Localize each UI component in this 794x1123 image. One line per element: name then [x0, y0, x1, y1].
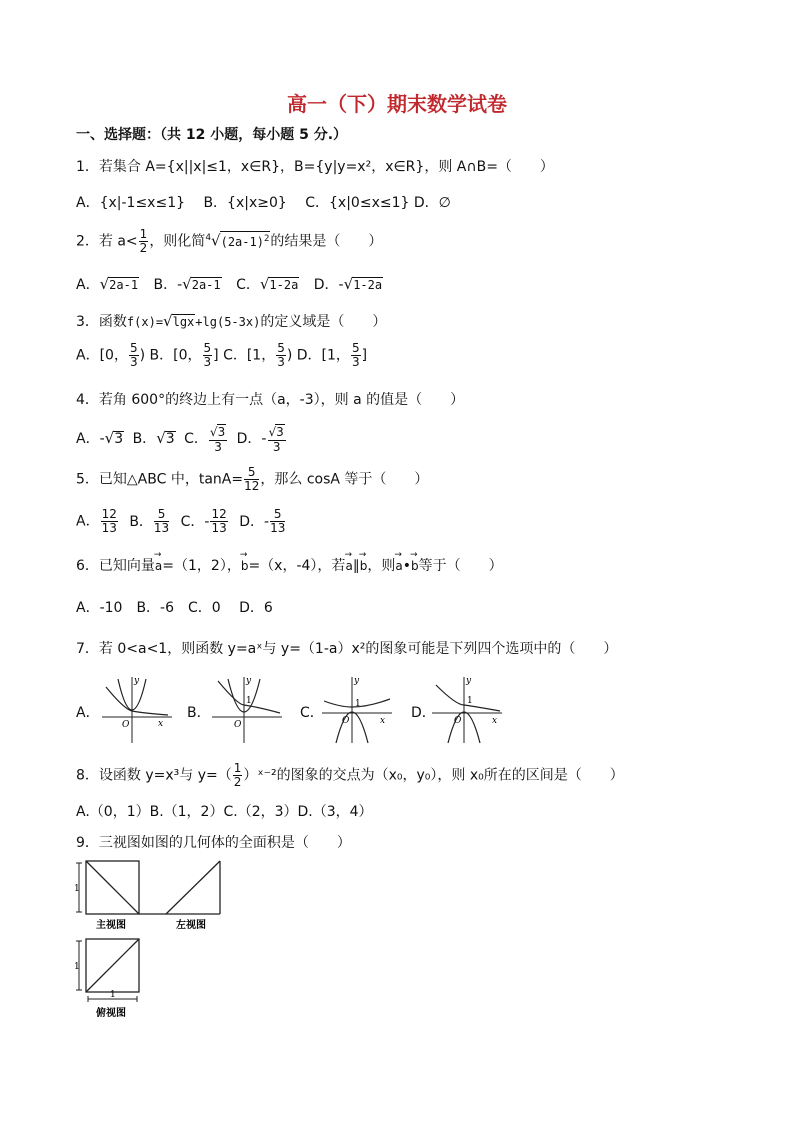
q3-close-a: ) — [139, 347, 146, 364]
front-view-diagonal — [86, 861, 139, 914]
q9-three-view — [70, 855, 230, 1023]
q6-vec-b: → b — [241, 559, 249, 573]
q6-stem-pre: 6．已知向量 — [76, 558, 155, 574]
q6-options: A．-10 B．-6 C．0 D．6 — [76, 600, 273, 616]
q2-root-index: 4 — [205, 232, 212, 243]
y-label: y — [134, 676, 140, 686]
q3-close-c: ) — [286, 347, 293, 364]
q5-opt-b-label: B． — [129, 513, 153, 530]
q3-frac-b — [203, 342, 213, 369]
q6-vec-a3: → a — [395, 559, 402, 573]
q4-opt-c-label: C． — [184, 431, 208, 447]
q6-vec-b3: → b — [411, 559, 419, 573]
q2-opt-c: 1-2a — [269, 278, 299, 292]
q2-frac-den: 2 — [139, 241, 148, 255]
q3-stem-pre: 3．函数 — [76, 314, 127, 330]
q2-opt-b: 2a-1 — [191, 278, 221, 292]
radical-icon: √ — [211, 231, 221, 250]
top-view-label: 俯视图 — [96, 1008, 126, 1019]
q5-frac-num: 5 — [244, 466, 259, 480]
radical-icon: √ — [343, 275, 354, 293]
q7-label-c: C． — [300, 705, 324, 721]
page-title: 高一（下）期末数学试卷 — [287, 92, 507, 116]
q5-opt-a-num: 12 — [101, 507, 117, 521]
q3-frac-c-den: 3 — [277, 355, 285, 369]
q2-opt-c-label: C． — [236, 277, 260, 293]
q6-stem-post: 等于（ ） — [418, 558, 503, 574]
q4-opt-b-label: B． — [132, 431, 157, 447]
q2-opt-d: 1-2a — [353, 278, 383, 292]
q4-opt-d-label: D．- — [236, 431, 267, 447]
q5-opt-d-num: 5 — [270, 508, 285, 522]
q1-options: A．{x|-1≤x≤1} B．{x|x≥0} C．{x|0≤x≤1} D．∅ — [76, 195, 451, 211]
q3-frac-c-num: 5 — [277, 341, 285, 355]
q3-opt-a: A．[0， — [76, 347, 128, 364]
q7-graph-b — [208, 673, 286, 745]
q7-graph-c — [318, 673, 396, 745]
x-label: x — [492, 716, 498, 726]
radical-icon: √ — [259, 275, 270, 293]
q5-opt-c-den: 13 — [211, 521, 227, 535]
q3-frac-d-num: 5 — [351, 341, 360, 355]
q7-label-a: A． — [76, 705, 100, 721]
q8-stem — [76, 762, 624, 789]
q3-close-d: ] — [361, 347, 368, 364]
q6-vec-a: → a — [155, 559, 162, 573]
q8-frac-num: 1 — [233, 761, 242, 775]
side-view-label: 左视图 — [176, 920, 206, 931]
q3-frac-d-den: 3 — [351, 355, 360, 369]
q5-opt-c-num: 12 — [211, 507, 227, 521]
q3-frac-b-den: 3 — [203, 355, 212, 369]
q4-frac-c-num: √3 — [209, 425, 226, 439]
top-dim-label-h: 1 — [110, 990, 116, 1000]
q5-opt-b-num: 5 — [154, 508, 169, 522]
q4-opt-a-radicand: 3 — [114, 431, 124, 447]
q4-opt-b-radicand: 3 — [165, 431, 175, 447]
q2-opt-d-label: D．- — [313, 277, 344, 293]
top-view-diagonal — [86, 939, 139, 992]
q2-opt-a-label: A． — [76, 277, 100, 293]
q6-part2: =（x，-4），若 — [248, 558, 346, 574]
q2-options — [76, 274, 383, 294]
q6-part1: =（1，2）， — [162, 558, 241, 574]
q5-options — [76, 508, 286, 535]
q4-frac-c-radicand: 3 — [217, 425, 226, 439]
q2-stem-mid: ，则化简 — [149, 233, 206, 250]
one-label: 1 — [467, 696, 473, 706]
origin-label: O — [234, 720, 242, 730]
q8-stem-post: ）ˣ⁻²的图象的交点为（x₀，y₀），则 x₀所在的区间是（ ） — [243, 767, 624, 784]
q4-frac-d-radicand: 3 — [276, 425, 284, 439]
q6-dot: • — [402, 558, 412, 574]
top-dim-label-v: 1 — [74, 962, 80, 972]
q2-stem-post: 的结果是（ ） — [270, 233, 383, 250]
q5-opt-d — [270, 508, 285, 535]
q7-graph-d — [428, 673, 506, 745]
q4-frac-d-den: 3 — [272, 440, 281, 454]
radical-icon: √ — [104, 429, 115, 447]
q3-frac-d — [351, 342, 361, 369]
radical-icon: √ — [182, 275, 192, 293]
q2-exponent: 2 — [263, 233, 270, 244]
one-label: 1 — [246, 696, 252, 706]
q1-stem: 1．若集合 A={x||x|≤1，x∈R}，B={y|y=x²，x∈R}，则 A∩B=（ ） — [76, 159, 554, 175]
q3-stem — [76, 311, 386, 331]
origin-label: O — [454, 716, 462, 726]
q5-opt-d-label: D．- — [239, 513, 270, 530]
q8-frac-den: 2 — [233, 775, 242, 789]
q2-opt-a: 2a-1 — [109, 278, 139, 292]
q6-parallel: ∥ — [352, 558, 360, 574]
q3-opt-d: D．[1， — [296, 347, 350, 364]
q8-frac — [233, 762, 243, 789]
q3-radicand: lgx — [172, 315, 195, 329]
front-view-label: 主视图 — [96, 920, 126, 931]
q4-frac-d-num: √3 — [268, 425, 284, 439]
q3-frac-a-den: 3 — [129, 355, 138, 369]
q4-frac-c — [209, 424, 227, 454]
q5-opt-a-den: 13 — [101, 521, 117, 535]
side-view-diagonal — [166, 861, 220, 914]
q5-opt-b — [154, 508, 169, 535]
y-label: y — [354, 676, 360, 686]
q7-label-d: D． — [411, 705, 436, 721]
section-heading: 一、选择题：（共 12 小题，每小题 5 分.） — [76, 127, 348, 143]
front-dim-label: 1 — [74, 884, 80, 894]
q2-radicand — [220, 231, 271, 250]
q3-frac-b-num: 5 — [203, 341, 212, 355]
radical-icon: √ — [156, 429, 166, 447]
q2-radicand-text: (2a-1) — [220, 234, 264, 249]
q7-label-b: B． — [187, 705, 211, 721]
q5-stem — [76, 466, 428, 493]
one-label: 1 — [355, 699, 361, 709]
q4-stem: 4．若角 600°的终边上有一点（a，-3），则 a 的值是（ ） — [76, 392, 465, 408]
q2-fraction — [139, 228, 149, 255]
q5-frac — [244, 466, 259, 493]
q5-opt-a-label: A． — [76, 513, 100, 530]
q3-func-post: +lg(5-3x) — [195, 315, 261, 329]
q5-frac-den: 12 — [244, 479, 260, 493]
y-label: y — [246, 676, 252, 686]
q3-frac-c — [276, 342, 286, 369]
q2-stem — [76, 228, 382, 255]
q6-vec-a2: → a — [345, 559, 352, 573]
q5-stem-post: ，那么 cosA 等于（ ） — [260, 471, 429, 488]
radical-icon: √ — [99, 275, 110, 293]
exp-curve — [106, 687, 168, 715]
q3-opt-b: B．[0， — [149, 347, 202, 364]
q3-stem-post: 的定义域是（ ） — [260, 314, 387, 330]
q2-frac-num: 1 — [139, 227, 148, 241]
y-label: y — [466, 676, 472, 686]
q5-stem-pre: 5．已知△ABC 中，tanA= — [76, 471, 244, 488]
q3-func: f(x)= — [126, 315, 164, 329]
q4-options — [76, 424, 287, 454]
q6-stem — [76, 555, 503, 575]
q8-options: A.（0，1）B.（1，2）C.（2，3）D.（3，4） — [76, 804, 373, 820]
x-label: x — [380, 716, 386, 726]
q5-opt-a — [101, 508, 118, 535]
q3-opt-c: C．[1， — [223, 347, 276, 364]
q5-opt-c-label: C．- — [180, 513, 210, 530]
origin-label: O — [122, 720, 130, 730]
q2-opt-b-label: B．- — [153, 277, 183, 293]
q3-frac-a — [129, 342, 139, 369]
q5-opt-d-den: 13 — [270, 521, 286, 535]
q4-opt-a-label: A．- — [76, 431, 105, 447]
q6-part3: ，则 — [367, 558, 396, 574]
q5-opt-b-den: 13 — [153, 521, 170, 535]
radical-icon: √ — [163, 312, 173, 330]
q7-graph-a — [98, 673, 176, 745]
x-label: x — [158, 719, 164, 729]
q5-opt-c — [210, 508, 227, 535]
q3-close-b: ] — [213, 347, 219, 364]
q3-frac-a-num: 5 — [129, 341, 138, 355]
q3-options — [76, 342, 367, 369]
q2-stem-pre: 2．若 a< — [76, 233, 138, 250]
q8-stem-pre: 8．设函数 y=x³与 y=（ — [76, 767, 232, 784]
q4-frac-d — [268, 424, 286, 454]
origin-label: O — [342, 716, 350, 726]
q6-vec-b2: → b — [360, 559, 368, 573]
q4-frac-c-den: 3 — [214, 440, 222, 454]
q9-stem: 9．三视图如图的几何体的全面积是（ ） — [76, 835, 351, 851]
q7-stem: 7．若 0<a<1，则函数 y=aˣ与 y=（1-a）x²的图象可能是下列四个选项中的（ ） — [76, 641, 618, 657]
